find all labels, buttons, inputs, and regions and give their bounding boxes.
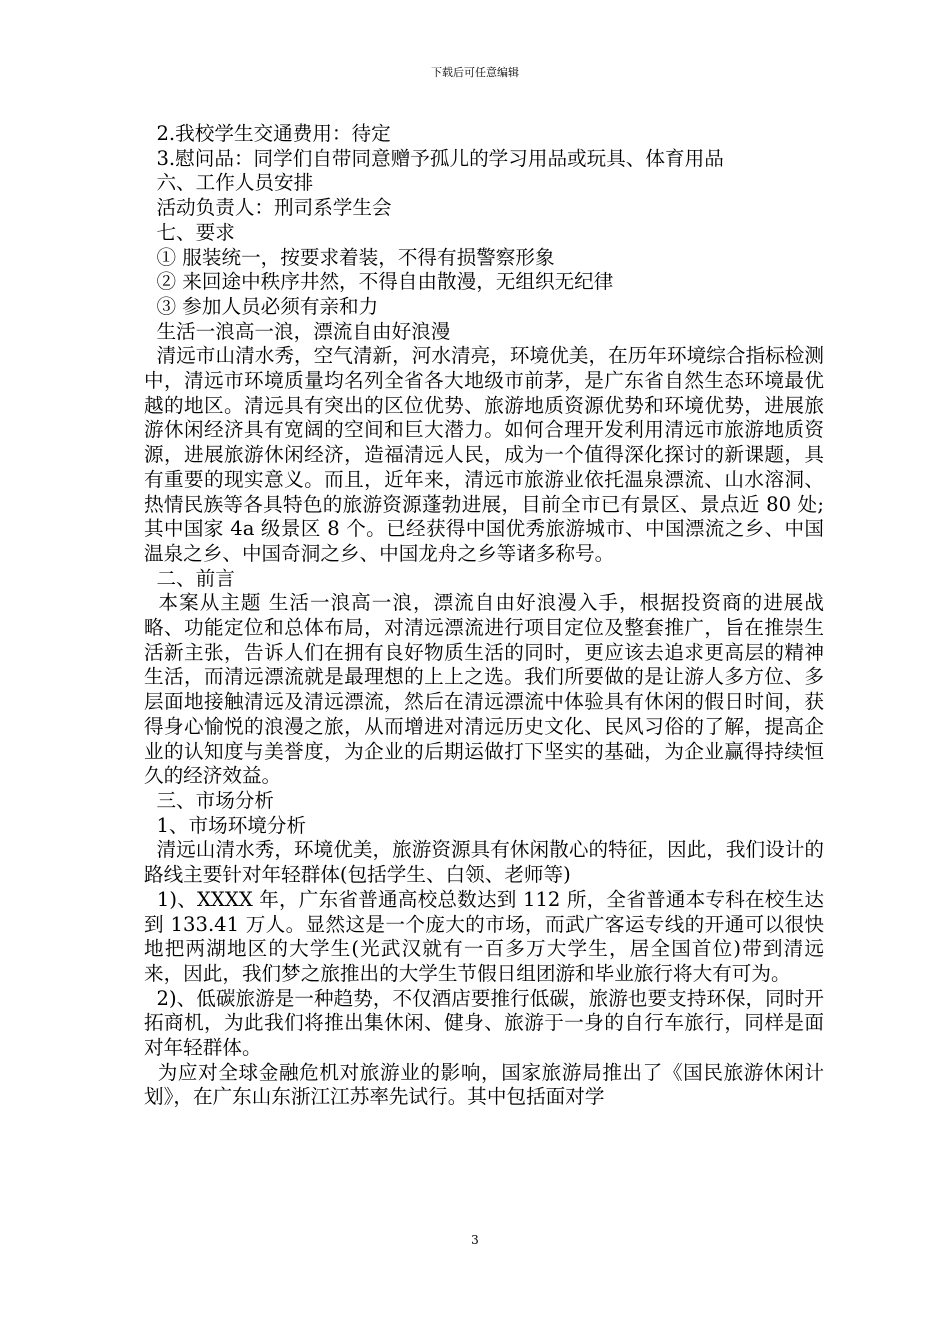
section-heading: 六、工作人员安排 — [144, 171, 314, 195]
paragraph: 为应对全球金融危机对旅游业的影响，国家旅游局推出了《国民旅游休闲计划》，在广东山东浙江江苏率先试行。其中包括面对学 — [144, 1060, 825, 1109]
paragraph: 清远市山清水秀，空气清新，河水清亮，环境优美，在历年环境综合指标检测中，清远市环境质量均名列全省各大地级市前茅，是广东省自然生态环境最优越的地区。清远具有突出的区位优势、旅游地质资源优势和环境优势，进展旅游休闲经济具有宽阔的空间和巨大潜力。如何合理开发利用清远市旅游地质资源，进展旅游休闲经济，造福清远人民，成为一个值得深化探讨的新课题，具有重要的现实意义。而且，近年来，清远市旅游业依托温泉漂流、山水溶洞、热情民族等各具特色的旅游资源蓬勃进展，目前全市已有景区、景点近 80 处;其中国家 4a 级景区 8 个。已经获得中国优秀旅游城市、中国漂流之乡、中国温泉之乡、中国奇洞之乡、中国龙舟之乡等诸多称号。 — [144, 344, 825, 565]
document-title: 生活一浪高一浪，漂流自由好浪漫 — [144, 319, 451, 343]
paragraph: 2.我校学生交通费用：待定 — [144, 122, 391, 145]
list-item: ③ 参加人员必须有亲和力 — [144, 294, 379, 318]
list-item: ① 服装统一，按要求着装，不得有损警察形象 — [144, 245, 555, 269]
paragraph: 1)、XXXX 年，广东省普通高校总数达到 112 所，全省普通本专科在校生达到 133.41 万人。显然这是一个庞大的市场，而武广客运专线的开通可以很快地把两湖地区的大学生(光武汉就有一百多万大学生，居全国首位)带到清远来，因此，我们梦之旅推出的大学生节假日组团游和毕业旅行将大有可为。 — [144, 887, 824, 985]
page-header: 下载后可任意编辑 — [431, 66, 519, 79]
subsection-heading: 1、市场环境分析 — [144, 813, 307, 837]
paragraph: 清远山清水秀，环境优美，旅游资源具有休闲散心的特征，因此，我们设计的路线主要针对年轻群体(包括学生、白领、老师等) — [144, 838, 825, 887]
paragraph: 3.慰问品：同学们自带同意赠予孤儿的学习用品或玩具、体育用品 — [144, 146, 724, 170]
paragraph: 本案从主题 生活一浪高一浪，漂流自由好浪漫入手，根据投资商的进展战略、功能定位和总体布局，对清远漂流进行项目定位及整套推广，旨在推崇生活新主张，告诉人们在拥有良好物质生活的同时，更应该去追求更高层的精神生活，而清远漂流就是最理想的上上之选。我们所要做的是让游人多方位、多层面地接触清远及清远漂流，然后在清远漂流中体验具有休闲的假日时间，获得身心愉悦的浪漫之旅，从而增进对清远历史文化、民风习俗的了解，提高企业的认知度与美誉度，为企业的后期运做打下坚实的基础，为企业赢得持续恒久的经济效益。 — [144, 591, 824, 788]
list-item: ② 来回途中秩序井然，不得自由散漫，无组织无纪律 — [144, 270, 614, 294]
section-heading: 三、市场分析 — [144, 788, 275, 812]
section-heading: 二、前言 — [144, 566, 235, 590]
paragraph: 活动负责人：刑司系学生会 — [144, 196, 392, 220]
document-body — [144, 122, 824, 1110]
section-heading: 七、要求 — [144, 220, 235, 244]
page-number: 3 — [471, 1233, 479, 1247]
paragraph: 2)、低碳旅游是一种趋势，不仅酒店要推行低碳，旅游也要支持环保，同时开拓商机，为此我们将推出集休闲、健身、旅游于一身的自行车旅行，同样是面对年轻群体。 — [144, 986, 824, 1060]
